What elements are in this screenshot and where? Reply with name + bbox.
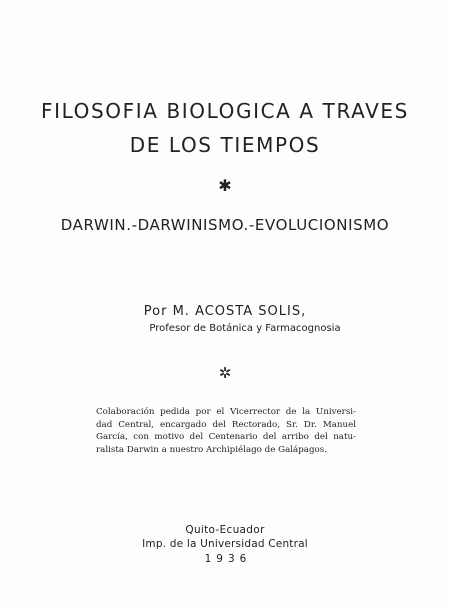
author-byline: Por M. ACOSTA SOLIS, [143, 304, 307, 319]
note-line: García, con motivo del Centenario del arribo del natu- [96, 432, 356, 442]
note-line: ralista Darwin a nuestro Archipiélago de Galápagos. [96, 444, 327, 455]
flourish-ornament-icon: ✲ [218, 364, 232, 382]
asterisk-ornament-icon: ✱ [218, 176, 232, 195]
note-line: Colaboración pedida por el Vicerrector de la Universi- [96, 407, 356, 417]
main-title-line-1: FILOSOFIA BIOLOGICA A TRAVES [41, 99, 409, 123]
subtitle: DARWIN.-DARWINISMO.-EVOLUCIONISMO [60, 216, 390, 234]
dedication-note [96, 406, 356, 456]
author-role: Profesor de Botánica y Farmacognosia [149, 323, 341, 334]
main-title-line-2: DE LOS TIEMPOS [129, 133, 321, 157]
imprint-printer: Imp. de la Universidad Central [142, 538, 308, 550]
imprint-place: Quito-Ecuador [185, 524, 265, 536]
imprint-year: 1936 [204, 553, 252, 565]
note-line: dad Central, encargado del Rectorado, Sr. Dr. Manuel [96, 419, 356, 430]
